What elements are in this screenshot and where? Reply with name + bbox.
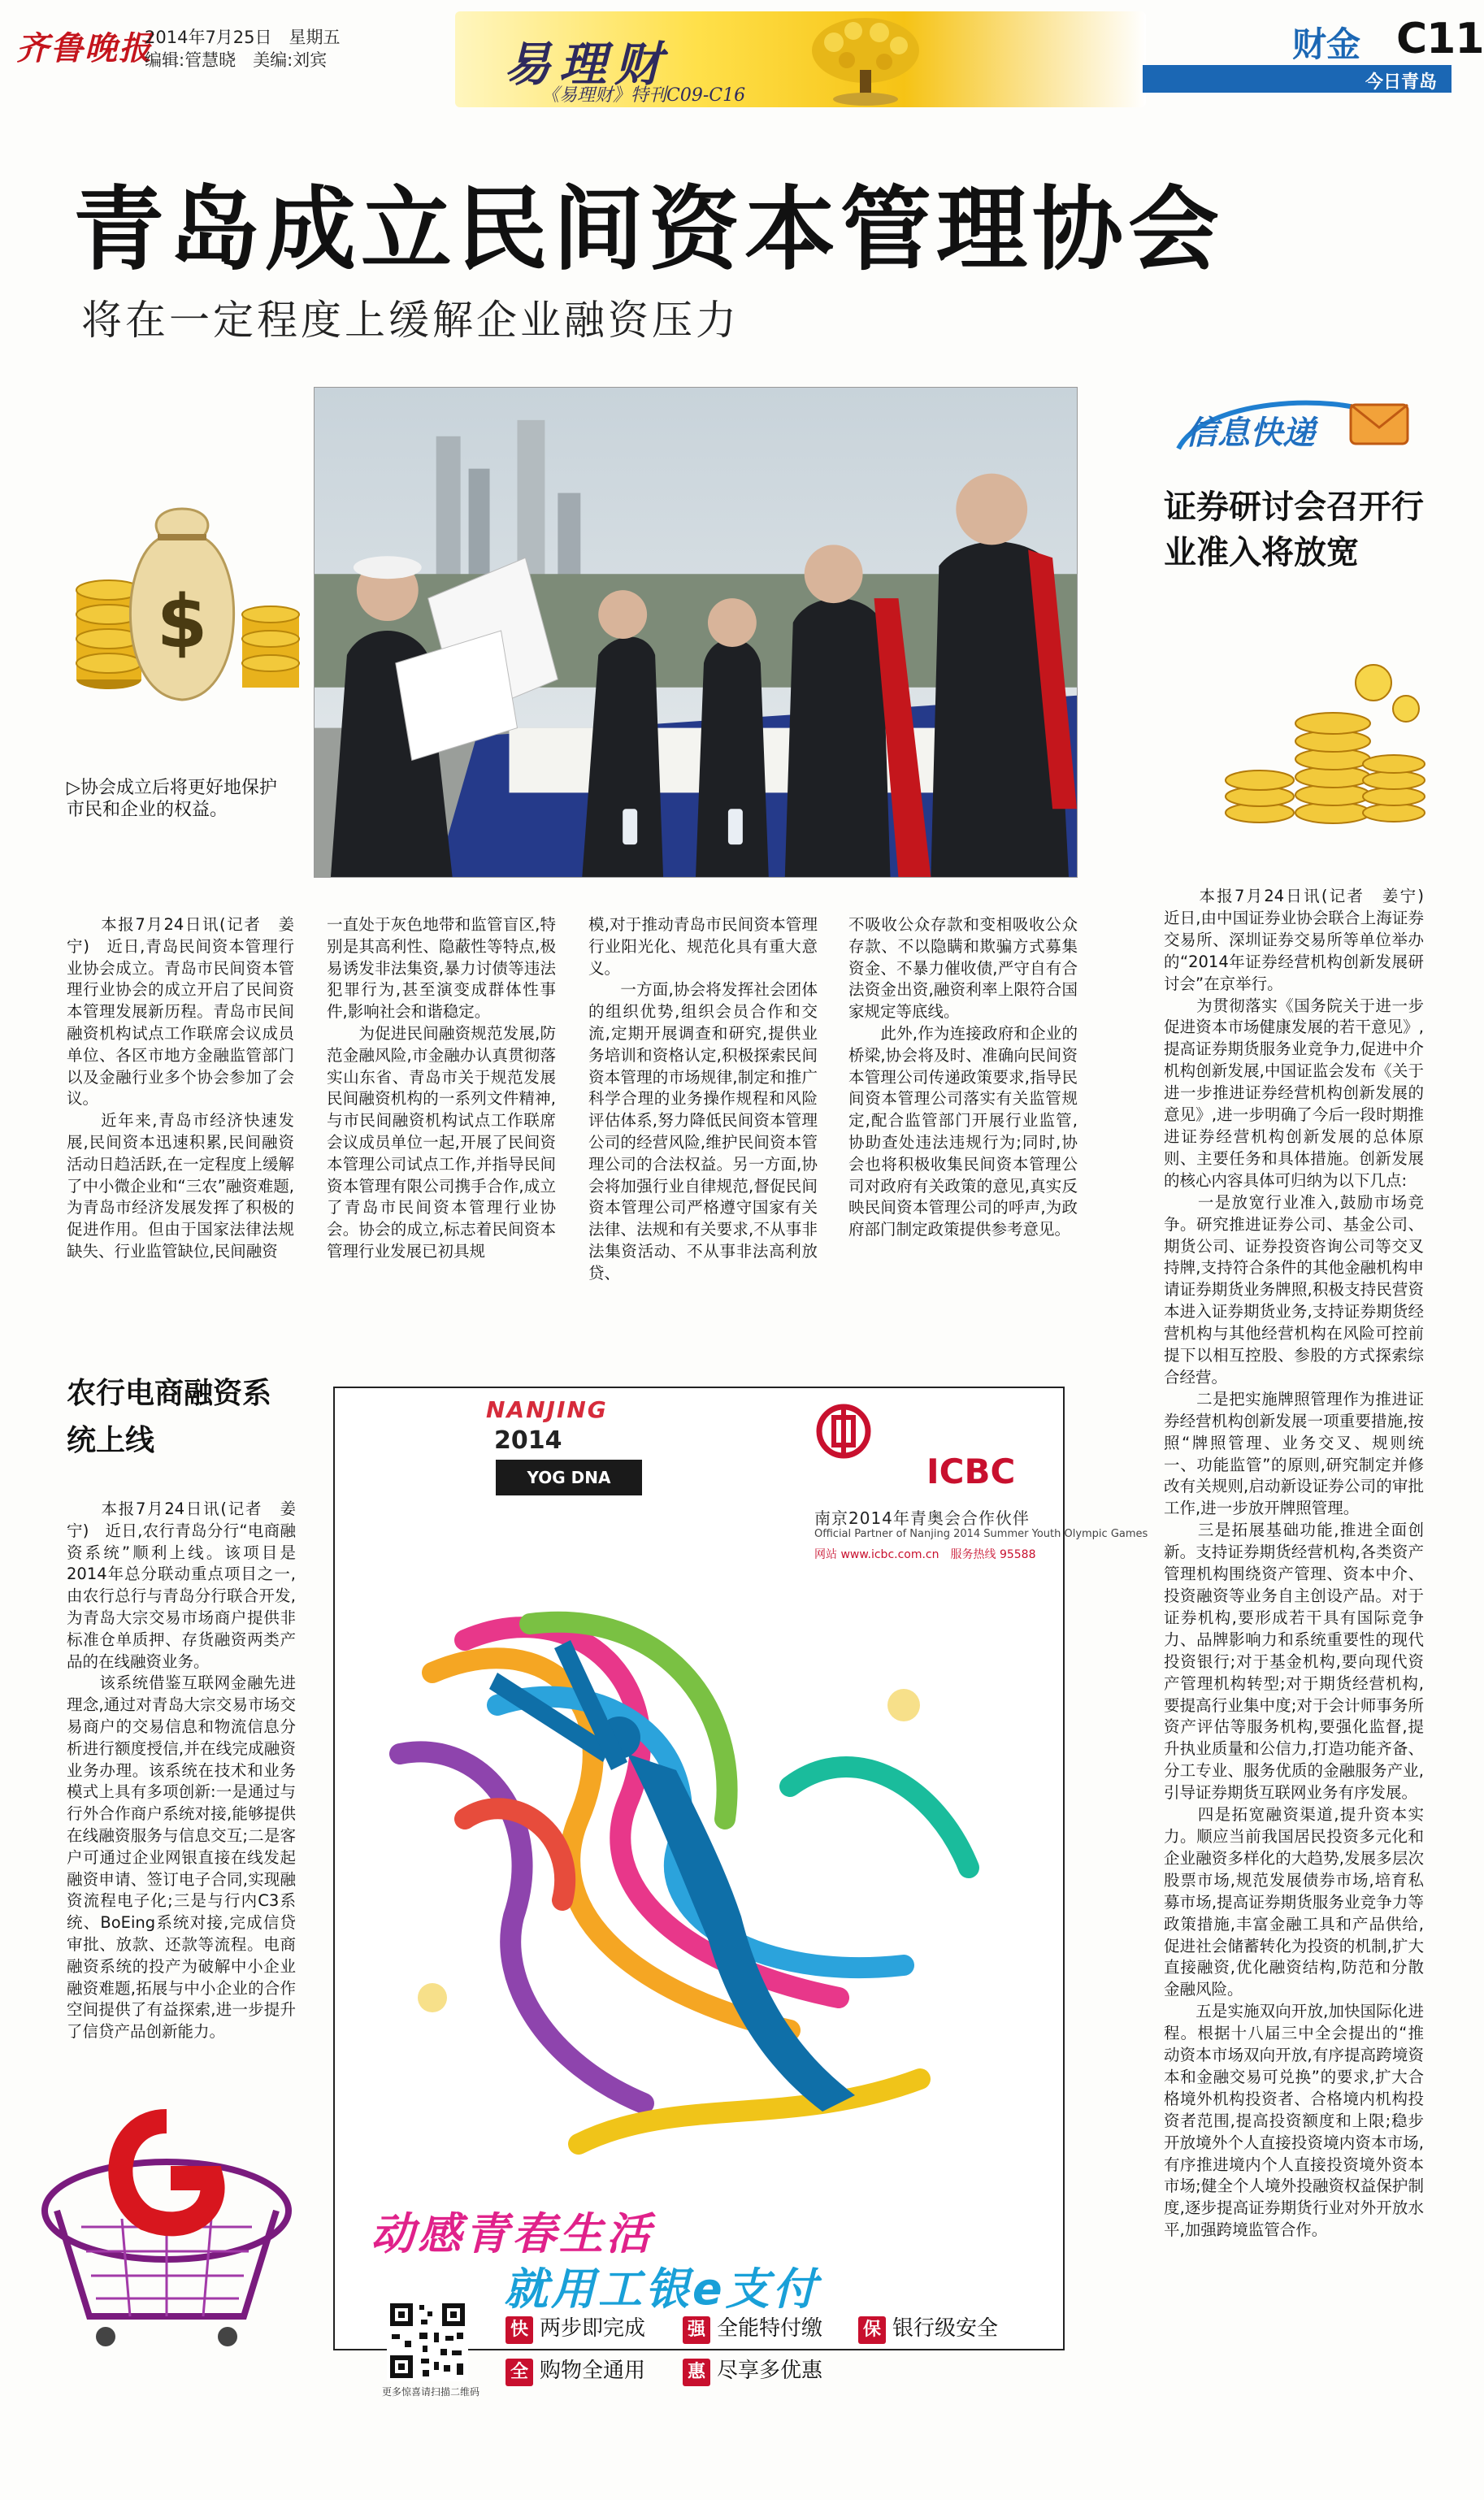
- ad-slogan-line1: 动感青春生活: [371, 2208, 653, 2259]
- brief-headline: 证券研讨会召开行业准入将放宽: [1164, 488, 1424, 571]
- news-flash-banner: [1170, 392, 1414, 460]
- section-name: 财金: [1292, 24, 1361, 64]
- ad-partner-english: Official Partner of Nanjing 2014 Summer Youth Olympic Games: [814, 1528, 1148, 1540]
- feature-badge: 惠: [683, 2359, 710, 2386]
- lead-column-3: 模,对于推动青岛市民间资本管理行业阳光化、规范化具有重大意义。 一方面,协会将发挥社会团体的组织优势,组织会员合作和交流,定期开展调查和研究,提供业务培训和资格认定,积极探索民间资本管理的市场规律,制定和推广科学合理的业务操作规程和风险评估体系,努力降低民间资本管理公司的经营风险,维护民间资本管理公司的合法权益。另一方面,协会将加强行业自律规范,督促民间资本管理公司严格遵守国家有关法律、法规和有关要求,不从事非法集资活动、不从事非法高利放贷、: [588, 915, 818, 1283]
- feature-text: 购物全通用: [540, 2359, 646, 2383]
- news-flash-text: 信息快递: [1185, 414, 1315, 452]
- feature-badge: 快: [506, 2316, 533, 2344]
- agri-body: 本报7月24日讯(记者 姜宁) 近日,农行青岛分行“电商融资系统”顺利上线。该项目是2014年总分联动重点项目之一,由农行总行与青岛分行联合开发,为青岛大宗交易市场商户提供非标准仓单质押、存货融资两类产品的在线融资业务。 该系统借鉴互联网金融先进理念,通过对青岛大宗交易市场交易商户的交易信息和物流信息分析进行额度授信,并在线完成融资业务办理。该系统在技术和业务模式上具有多项创新:一是通过与行外合作商户系统对接,能够提供在线融资服务与信息交互;二是客户可通过企业网银直接在线发起融资申请、签订电子合同,实现融资流程电子化;三是与行内C3系统、BoEing系统对接,完成信贷审批、放款、还款等流程。电商融资系统的投产为破解中小企业融资难题,拓展与中小企业的合作空间提供了有益探索,进一步提升了信贷产品创新能力。: [67, 1500, 296, 2042]
- feature-text: 银行级安全: [892, 2316, 999, 2341]
- ad-slogan-line2: 就用工银e支付: [504, 2263, 820, 2315]
- icbc-name: ICBC: [926, 1452, 1016, 1491]
- money-bag-coins-icon: [60, 493, 304, 712]
- feature-badge: 保: [858, 2316, 886, 2344]
- promo-title[interactable]: 易理财: [504, 37, 670, 92]
- lead-column-2: 一直处于灰色地带和监管盲区,特别是其高利性、隐蔽性等特点,极易诱发非法集资,暴力讨债等违法犯罪行为,甚至演变成群体性事件,影响社会和谐稳定。 为促进民间融资规范发展,防范金融风险,市金融办认真贯彻落实山东省、青岛市关于规范发展民间融资机构的一系列文件精神,与市民间融资机构试点工作联席会议成员单位一起,开展了民间资本管理公司试点工作,并指导民间资本管理有限公司携手合作,成立了青岛市民间资本管理行业协会。协会的成立,标志着民间资本管理行业发展已初具规: [327, 915, 556, 1261]
- editors-line: 编辑:管慧晓 美编:刘宾: [145, 50, 328, 70]
- coin-stacks-icon: [1211, 650, 1430, 845]
- feature-badge: 强: [683, 2316, 710, 2344]
- section-tag: 今日青岛: [1143, 65, 1451, 93]
- gymnast-illustration: [335, 1575, 1063, 2201]
- ad-feature: [683, 2354, 822, 2386]
- qr-caption: 更多惊喜请扫描二维码: [382, 2386, 480, 2398]
- photo-caption: ▷协会成立后将更好地保护市民和企业的权益。: [67, 778, 277, 820]
- feature-text: 尽享多优惠: [717, 2359, 823, 2383]
- lead-headline: 青岛成立民间资本管理协会: [73, 177, 1224, 283]
- brief-body: 本报7月24日讯(记者 姜宁) 近日,由中国证券业协会联合上海证券交易所、深圳证券交易所等单位举办的“2014年证券经营机构创新发展研讨会”在京举行。 为贯彻落实《国务院关于进一步促进资本市场健康发展的若干意见》,提高证券期货服务业竞争力,促进中介机构创新发展,中国证监会发布《关于进一步推进证券经营机构创新发展的意见》,进一步明确了今后一段时期推进证券经营机构创新发展的总体原则、主要任务和具体措施。创新发展的核心内容具体可归纳为以下几点: 一是放宽行业准入,鼓励市场竞争。研究推进证券公司、基金公司、期货公司、证券投资咨询公司等交叉持牌,支持符合条件的其他金融机构申请证券期货业务牌照,积极支持民营资本进入证券期货业务,支持证券期货经营机构与其他经营机构在风险可控前提下以相互控股、参股的方式探索综合经营。 二是把实施牌照管理作为推进证券经营机构创新发展一项重要措施,按照“牌照管理、业务交叉、规则统一、功能监管”的原则,研究制定并修改有关规则,启动新设证券公司的审批工作,进一步放开牌照管理。 三是拓展基础功能,推进全面创新。支持证券期货经营机构,各类资产管理机构围绕资产管理、资本中介、投资融资等业务自主创设产品。对于证券机构,要形成若干具有国际竞争力、品牌影响力和系统重要性的现代投资银行;对于基金机构,要向现代资产管理机构转型;对于期货经营机构,要提高行业集中度;对于会计师事务所资产评估等服务机构,要强化监督,提升执业质量和公信力,打造功能齐备、分工专业、服务优质的金融服务产业,引导证券期货互联网业务有序发展。 四是拓宽融资渠道,提升资本实力。顺应当前我国居民投资多元化和企业融资多样化的大趋势,发展多层次股票市场,规范发展债券市场,培育私募市场,提高证券期货服务业竞争力等政策措施,丰富金融工具和产品供给,促进社会储蓄转化为投资的机制,扩大直接融资,优化融资结构,防范和分散金融风险。 五是实施双向开放,加快国际化进程。根据十八届三中全会提出的“推动资本市场双向开放,有序提高跨境资本和金融交易可兑换”的要求,扩大合格境外机构投资者、合格境内机构投资者范围,提高投资额度和上限;稳步开放境外个人直接投资境内资本市场,有序推进境内个人直接投资境外资本市场;健全个人境外投融资权益保护制度,逐步提高证券期货行业对外开放水平,加强跨境监管合作。: [1164, 887, 1424, 2240]
- yog-logo-word: NANJING: [486, 1396, 608, 1423]
- ad-feature: [506, 2311, 645, 2344]
- lead-column-1: 本报7月24日讯(记者 姜宁) 近日,青岛民间资本管理行业协会成立。青岛市民间资本管理行业协会的成立开启了民间资本管理发展新历程。青岛市民间融资机构试点工作联席会议成员单位、各区市地方金融监管部门以及金融行业多个协会参加了会议。 近年来,青岛市经济快速发展,民间资本迅速积累,民间融资活动日趋活跃,在一定程度上缓解了中小微企业和“三农”融资难题,为青岛市经济发展发挥了积极的促进作用。但由于国家法律法规缺失、行业监管缺位,民间融资: [67, 915, 294, 1261]
- money-tree-icon: [805, 13, 926, 107]
- lead-subheadline: 将在一定程度上缓解企业融资压力: [81, 297, 740, 344]
- qr-code-icon[interactable]: [387, 2300, 468, 2381]
- masthead-logo: 齐鲁晚报: [16, 29, 153, 67]
- ad-partner-line: 南京2014年青奥会合作伙伴: [814, 1508, 1030, 1528]
- yog-dna-badge: YOG DNA: [496, 1460, 642, 1495]
- feature-text: 全能特付缴: [717, 2316, 823, 2341]
- page-number: C11: [1396, 15, 1484, 63]
- agri-headline: 农行电商融资系统上线: [67, 1377, 272, 1457]
- yog-logo-year: 2014: [494, 1426, 562, 1455]
- shopping-cart-icon: [33, 2113, 301, 2349]
- promo-subtitle: 《易理财》特刊C09-C16: [541, 85, 746, 106]
- lead-photo[interactable]: [314, 387, 1078, 878]
- lead-column-4: 不吸收公众存款和变相吸收公众存款、不以隐瞒和欺骗方式募集资金、不暴力催收债,严守自有合法资金出资,融资利率上限符合国家规定等底线。 此外,作为连接政府和企业的桥梁,协会将及时、准确向民间资本管理公司传递政策要求,指导民间资本管理公司落实有关监管规定,配合监管部门开展行业监管,协助查处违法违规行为;同时,协会也将积极收集民间资本管理公司对政府有关政策的意见,真实反映民间资本管理公司的呼声,为政府部门制定政策提供参考意见。: [848, 915, 1078, 1239]
- ad-feature: [506, 2354, 645, 2386]
- ad-feature: [858, 2311, 998, 2344]
- feature-badge: 全: [506, 2359, 533, 2386]
- svg-text:$: $: [156, 579, 208, 665]
- ad-contact: 网站 www.icbc.com.cn 服务热线 95588: [814, 1548, 1036, 1561]
- ad-feature: [683, 2311, 822, 2344]
- issue-date: 2014年7月25日 星期五: [145, 28, 341, 47]
- feature-text: 两步即完成: [540, 2316, 646, 2341]
